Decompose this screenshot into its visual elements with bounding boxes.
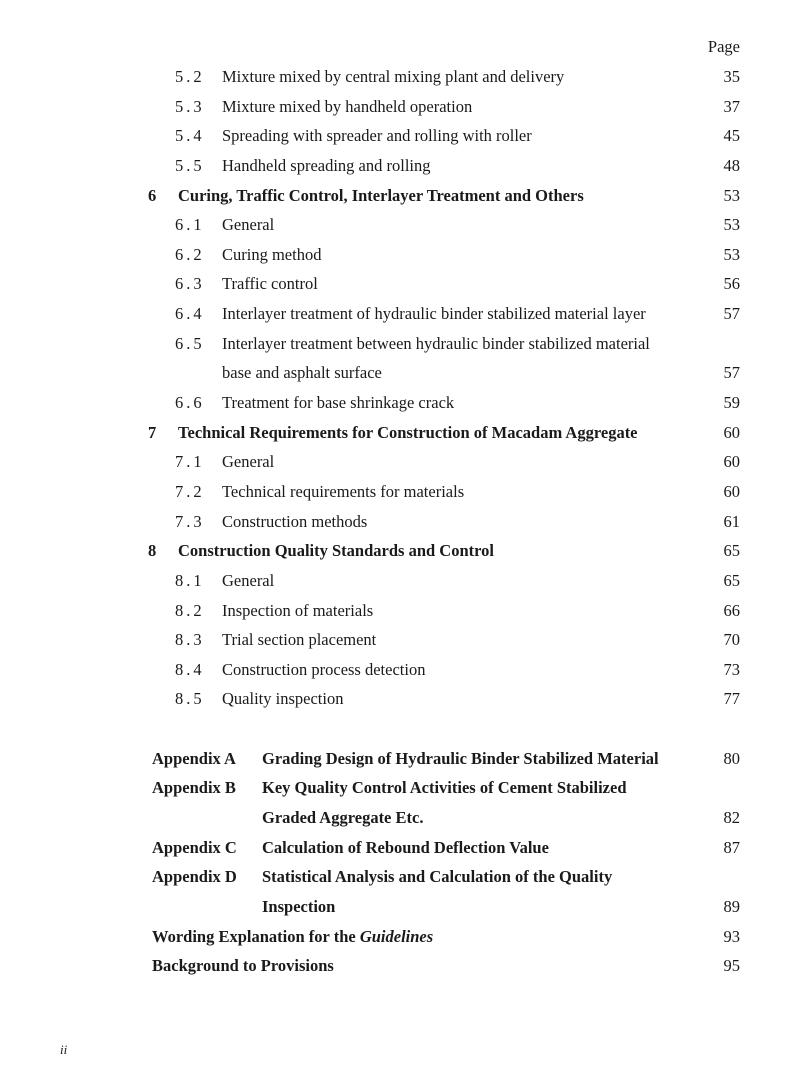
entry-page-number: 35 bbox=[723, 67, 740, 86]
toc-entry-sub bbox=[0, 151, 790, 181]
entry-page-number: 57 bbox=[723, 304, 740, 324]
toc-entry-app bbox=[0, 862, 790, 892]
toc-entry-sub bbox=[0, 329, 790, 359]
entry-number: 6.4 bbox=[175, 304, 205, 324]
entry-title: Mixture mixed by handheld operation bbox=[222, 96, 473, 116]
entry-page-number: 59 bbox=[723, 393, 740, 413]
toc-entry-sub bbox=[0, 240, 790, 270]
entry-number: 8.3 bbox=[175, 630, 205, 650]
entry-page-number: 45 bbox=[723, 126, 740, 146]
entry-title: General bbox=[222, 215, 275, 235]
entry-title: Quality inspection bbox=[222, 689, 344, 709]
entry-title: Construction methods bbox=[222, 511, 368, 531]
page-folio: ii bbox=[60, 1042, 68, 1057]
entry-number: 8.2 bbox=[175, 600, 205, 620]
entry-page-number: 57 bbox=[723, 363, 740, 383]
entry-title: Construction process detection bbox=[222, 659, 426, 679]
entry-number: 7.2 bbox=[175, 481, 205, 501]
entry-page-number: 60 bbox=[723, 481, 740, 501]
entry-page-number: 87 bbox=[723, 837, 740, 857]
entry-page-number: 53 bbox=[723, 185, 740, 205]
toc-entry-sub bbox=[0, 684, 790, 714]
entry-title: Mixture mixed by central mixing plant and delivery bbox=[222, 67, 565, 86]
entry-title: Interlayer treatment between hydraulic binder stabilized material bbox=[222, 333, 650, 353]
toc-entry-continuation bbox=[0, 358, 790, 388]
entry-number: 8.4 bbox=[175, 659, 205, 679]
entry-page-number: 53 bbox=[723, 244, 740, 264]
entry-number: 6.3 bbox=[175, 274, 205, 294]
entry-number: 8.1 bbox=[175, 570, 205, 590]
spacer bbox=[0, 714, 790, 744]
entry-number: 7.3 bbox=[175, 511, 205, 531]
entry-page-number: 89 bbox=[723, 896, 740, 916]
entry-page-number: 56 bbox=[723, 274, 740, 294]
entry-title: Key Quality Control Activities of Cement Stabilized bbox=[262, 778, 627, 798]
entry-page-number: 93 bbox=[723, 926, 740, 946]
entry-title: Handheld spreading and rolling bbox=[222, 155, 431, 175]
entry-page-number: 70 bbox=[723, 630, 740, 650]
entry-title: Treatment for base shrinkage crack bbox=[222, 393, 455, 413]
entry-number: 8.5 bbox=[175, 689, 205, 709]
entry-number: Appendix A bbox=[152, 748, 236, 768]
entry-title: General bbox=[222, 452, 275, 472]
toc-entry-continuation bbox=[0, 803, 790, 833]
entry-title: Inspection of materials bbox=[222, 600, 374, 620]
toc-entry-sub bbox=[0, 388, 790, 418]
toc-entry-sub bbox=[0, 210, 790, 240]
toc-entry-sub bbox=[0, 596, 790, 626]
toc-entry-sub bbox=[0, 269, 790, 299]
toc-entry-sub bbox=[0, 121, 790, 151]
entry-title: Curing, Traffic Control, Interlayer Treatment and Others bbox=[178, 185, 584, 205]
toc-entry-sub bbox=[0, 625, 790, 655]
entry-number: 7.1 bbox=[175, 452, 205, 472]
toc-entry-sub bbox=[0, 655, 790, 685]
entry-title: Background to Provisions bbox=[152, 956, 334, 976]
entry-page-number: 82 bbox=[723, 808, 740, 828]
entry-page-number: 37 bbox=[723, 96, 740, 116]
entry-number: Appendix C bbox=[152, 837, 237, 857]
entry-number: 7 bbox=[148, 422, 157, 442]
entry-number: 5.5 bbox=[175, 155, 205, 175]
toc-entry-app bbox=[0, 833, 790, 863]
entry-title: Trial section placement bbox=[222, 630, 377, 650]
entry-number: Appendix D bbox=[152, 867, 237, 887]
entry-title: Wording Explanation for the Guidelines bbox=[152, 926, 434, 946]
toc-entry-chap bbox=[0, 418, 790, 448]
toc-entry-sub bbox=[0, 62, 790, 92]
entry-number: 5.4 bbox=[175, 126, 205, 146]
entry-title: Technical Requirements for Construction of Macadam Aggregate bbox=[178, 422, 638, 442]
entry-page-number: 66 bbox=[723, 600, 740, 620]
entry-title-continuation: base and asphalt surface bbox=[222, 363, 382, 383]
toc-entry-plain bbox=[0, 951, 790, 981]
toc-entry-sub bbox=[0, 92, 790, 122]
entry-title: Curing method bbox=[222, 244, 322, 264]
entry-number: 5.3 bbox=[175, 96, 205, 116]
entry-page-number: 48 bbox=[723, 155, 740, 175]
entry-number: 8 bbox=[148, 541, 157, 561]
entry-page-number: 61 bbox=[723, 511, 740, 531]
entry-page-number: 80 bbox=[723, 748, 740, 768]
entry-number: 6.5 bbox=[175, 333, 205, 353]
toc-entry-app bbox=[0, 773, 790, 803]
entry-title: Spreading with spreader and rolling with roller bbox=[222, 126, 532, 146]
entry-title: Statistical Analysis and Calculation of the Quality bbox=[262, 867, 613, 887]
toc-entry-sub bbox=[0, 447, 790, 477]
entry-title: Grading Design of Hydraulic Binder Stabilized Material bbox=[262, 748, 659, 768]
entry-page-number: 73 bbox=[723, 659, 740, 679]
entry-page-number: 65 bbox=[723, 541, 740, 561]
toc-entry-chap bbox=[0, 181, 790, 211]
entry-title: Interlayer treatment of hydraulic binder stabilized material layer bbox=[222, 304, 646, 324]
entry-number: 6.2 bbox=[175, 244, 205, 264]
toc-entry-sub bbox=[0, 507, 790, 537]
toc-entry-plain bbox=[0, 922, 790, 952]
toc-entry-sub bbox=[0, 477, 790, 507]
toc-entry-chap bbox=[0, 536, 790, 566]
toc-entry-sub bbox=[0, 299, 790, 329]
entry-title-italic: Guidelines bbox=[359, 926, 434, 946]
table-of-contents bbox=[0, 62, 790, 981]
entry-title: Calculation of Rebound Deflection Value bbox=[262, 837, 549, 857]
entry-title: General bbox=[222, 570, 275, 590]
toc-entry-app bbox=[0, 744, 790, 774]
entry-title: Construction Quality Standards and Control bbox=[178, 541, 495, 561]
page-column-header: Page bbox=[707, 37, 740, 56]
entry-title: Traffic control bbox=[222, 274, 318, 294]
entry-number: 6 bbox=[148, 185, 157, 205]
entry-title-continuation: Inspection bbox=[262, 896, 336, 916]
entry-page-number: 95 bbox=[723, 956, 740, 976]
entry-page-number: 77 bbox=[723, 689, 740, 709]
toc-entry-sub bbox=[0, 566, 790, 596]
entry-page-number: 60 bbox=[723, 452, 740, 472]
entry-page-number: 65 bbox=[723, 570, 740, 590]
entry-title: Technical requirements for materials bbox=[222, 481, 465, 501]
entry-title-continuation: Graded Aggregate Etc. bbox=[262, 808, 424, 828]
entry-page-number: 60 bbox=[723, 422, 740, 442]
entry-number: Appendix B bbox=[152, 778, 236, 798]
entry-number: 5.2 bbox=[175, 67, 205, 86]
entry-number: 6.6 bbox=[175, 393, 205, 413]
entry-number: 6.1 bbox=[175, 215, 205, 235]
toc-entry-continuation bbox=[0, 892, 790, 922]
entry-page-number: 53 bbox=[723, 215, 740, 235]
